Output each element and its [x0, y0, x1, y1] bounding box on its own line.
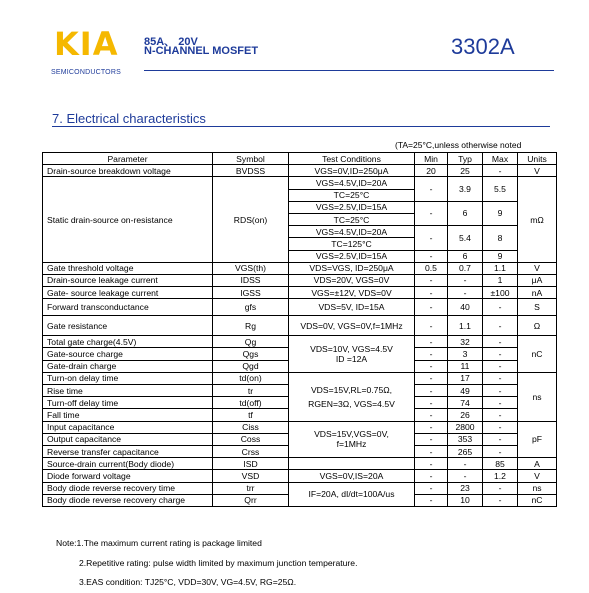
symbol-cell: Rg	[213, 316, 289, 336]
typ-cell: 3	[448, 348, 483, 360]
condition-cell: TC=25°C	[289, 189, 415, 201]
header-divider	[144, 70, 554, 71]
parameter-cell: Gate threshold voltage	[43, 262, 213, 274]
condition-cell: VGS=0V,ID=250μA	[289, 165, 415, 177]
table-row	[43, 274, 557, 286]
condition-cell: VGS=2.5V,ID=15A	[289, 201, 415, 213]
symbol-cell: gfs	[213, 299, 289, 316]
typ-cell: 1.1	[448, 316, 483, 336]
device-type: N-CHANNEL MOSFET	[144, 45, 259, 57]
units-cell: ns	[518, 482, 557, 494]
table-row	[43, 316, 557, 336]
condition-line: RGEN=3Ω, VGS=4.5V	[308, 398, 395, 409]
min-cell: -	[415, 201, 448, 225]
condition-cell	[289, 372, 415, 421]
parameter-cell: Body diode reverse recovery charge	[43, 494, 213, 506]
symbol-cell: RDS(on)	[213, 177, 289, 262]
min-cell: -	[415, 470, 448, 482]
typ-cell: -	[448, 287, 483, 299]
max-cell: -	[483, 433, 518, 445]
max-cell: -	[483, 372, 518, 384]
typ-cell: 40	[448, 299, 483, 316]
symbol-cell: Crss	[213, 445, 289, 457]
symbol-cell: IGSS	[213, 287, 289, 299]
min-cell: -	[415, 409, 448, 421]
max-cell: 9	[483, 250, 518, 262]
parameter-cell: Gate-drain charge	[43, 360, 213, 372]
units-cell: nC	[518, 336, 557, 373]
condition-cell: VGS=0V,IS=20A	[289, 470, 415, 482]
symbol-cell: Ciss	[213, 421, 289, 433]
part-number: 3302A	[451, 34, 515, 59]
parameter-cell: Turn-on delay time	[43, 372, 213, 384]
condition-cell: VGS=4.5V,ID=20A	[289, 177, 415, 189]
condition-cell: VDS=VGS, ID=250μA	[289, 262, 415, 274]
typ-cell: 26	[448, 409, 483, 421]
table-row	[43, 177, 557, 189]
condition-cell	[289, 458, 415, 470]
min-cell: 20	[415, 165, 448, 177]
parameter-cell: Fall time	[43, 409, 213, 421]
typ-cell: -	[448, 458, 483, 470]
condition-cell: VGS=4.5V,ID=20A	[289, 226, 415, 238]
parameter-cell: Input capacitance	[43, 421, 213, 433]
column-header: Parameter	[43, 153, 213, 165]
max-cell: -	[483, 165, 518, 177]
min-cell: 0.5	[415, 262, 448, 274]
min-cell: -	[415, 360, 448, 372]
symbol-cell: Qgs	[213, 348, 289, 360]
parameter-cell: Drain-source leakage current	[43, 274, 213, 286]
condition-line: VDS=10V, VGS=4.5V	[310, 344, 393, 355]
typ-cell: 17	[448, 372, 483, 384]
min-cell: -	[415, 348, 448, 360]
min-cell: -	[415, 385, 448, 397]
max-cell: -	[483, 409, 518, 421]
typ-cell: 3.9	[448, 177, 483, 201]
units-cell: nA	[518, 287, 557, 299]
symbol-cell: Coss	[213, 433, 289, 445]
column-header: Typ	[448, 153, 483, 165]
min-cell: -	[415, 482, 448, 494]
max-cell: 8	[483, 226, 518, 250]
table-header-row	[43, 153, 557, 165]
symbol-cell: td(on)	[213, 372, 289, 384]
min-cell: -	[415, 177, 448, 201]
symbol-cell: VSD	[213, 470, 289, 482]
condition-cell: VGS=2.5V,ID=15A	[289, 250, 415, 262]
min-cell: -	[415, 433, 448, 445]
table-row	[43, 165, 557, 177]
units-cell: mΩ	[518, 177, 557, 262]
max-cell: ±100	[483, 287, 518, 299]
typ-cell: 32	[448, 336, 483, 348]
typ-cell: 353	[448, 433, 483, 445]
typ-cell: 6	[448, 201, 483, 225]
units-cell: V	[518, 470, 557, 482]
max-cell: -	[483, 348, 518, 360]
max-cell: -	[483, 299, 518, 316]
max-cell: 1.1	[483, 262, 518, 274]
units-cell: μA	[518, 274, 557, 286]
table-row	[43, 287, 557, 299]
column-header: Test Conditions	[289, 153, 415, 165]
table-row	[43, 421, 557, 433]
condition-cell: VDS=5V, ID=15A	[289, 299, 415, 316]
table-row	[43, 262, 557, 274]
min-cell: -	[415, 458, 448, 470]
section-title: 7. Electrical characteristics	[52, 111, 206, 126]
min-cell: -	[415, 372, 448, 384]
min-cell: -	[415, 299, 448, 316]
min-cell: -	[415, 316, 448, 336]
parameter-cell: Output capacitance	[43, 433, 213, 445]
symbol-cell: trr	[213, 482, 289, 494]
company-logo: KIA	[54, 25, 119, 63]
symbol-cell: Qrr	[213, 494, 289, 506]
max-cell: 9	[483, 201, 518, 225]
device-rating: 85A、 20V	[144, 36, 198, 48]
condition-cell	[289, 336, 415, 373]
condition-line: VDS=15V,VGS=0V,	[314, 429, 389, 440]
parameter-cell: Diode forward voltage	[43, 470, 213, 482]
min-cell: -	[415, 274, 448, 286]
column-header: Units	[518, 153, 557, 165]
typ-cell: -	[448, 274, 483, 286]
table-row	[43, 336, 557, 348]
typ-cell: 6	[448, 250, 483, 262]
typ-cell: 5.4	[448, 226, 483, 250]
max-cell: 1	[483, 274, 518, 286]
parameter-cell: Source-drain current(Body diode)	[43, 458, 213, 470]
parameter-cell: Turn-off delay time	[43, 397, 213, 409]
test-conditions-note: (TA=25°C,unless otherwise noted	[395, 140, 522, 150]
condition-line: VDS=15V,RL=0.75Ω,	[310, 384, 393, 395]
parameter-cell: Body diode reverse recovery time	[43, 482, 213, 494]
parameter-cell: Reverse transfer capacitance	[43, 445, 213, 457]
typ-cell: 2800	[448, 421, 483, 433]
units-cell: V	[518, 165, 557, 177]
max-cell: 1.2	[483, 470, 518, 482]
section-underline	[52, 126, 550, 127]
units-cell: A	[518, 458, 557, 470]
min-cell: -	[415, 250, 448, 262]
footnote: 2.Repetitive rating: pulse width limited by maximum junction temperature.	[79, 557, 358, 568]
footnote: Note:1.The maximum current rating is package limited	[56, 538, 262, 548]
parameter-cell: Total gate charge(4.5V)	[43, 336, 213, 348]
condition-cell: IF=20A, dI/dt=100A/us	[289, 482, 415, 506]
min-cell: -	[415, 421, 448, 433]
max-cell: 85	[483, 458, 518, 470]
units-cell: pF	[518, 421, 557, 458]
symbol-cell: Qg	[213, 336, 289, 348]
typ-cell: 0.7	[448, 262, 483, 274]
max-cell: -	[483, 316, 518, 336]
symbol-cell: Qgd	[213, 360, 289, 372]
min-cell: -	[415, 226, 448, 250]
condition-line: ID =12A	[335, 354, 368, 365]
units-cell: ns	[518, 372, 557, 421]
max-cell: -	[483, 421, 518, 433]
symbol-cell: BVDSS	[213, 165, 289, 177]
parameter-cell: Gate resistance	[43, 316, 213, 336]
symbol-cell: ISD	[213, 458, 289, 470]
symbol-cell: IDSS	[213, 274, 289, 286]
table-row	[43, 458, 557, 470]
parameter-cell: Rise time	[43, 385, 213, 397]
max-cell: -	[483, 397, 518, 409]
condition-cell: TC=125°C	[289, 238, 415, 250]
typ-cell: 49	[448, 385, 483, 397]
page-header	[0, 0, 589, 90]
parameter-cell: Gate-source charge	[43, 348, 213, 360]
footnotes	[56, 534, 357, 593]
min-cell: -	[415, 336, 448, 348]
column-header: Max	[483, 153, 518, 165]
typ-cell: 11	[448, 360, 483, 372]
typ-cell: -	[448, 470, 483, 482]
parameter-cell: Forward transconductance	[43, 299, 213, 316]
condition-cell	[289, 421, 415, 458]
table-row	[43, 470, 557, 482]
condition-cell: TC=25°C	[289, 213, 415, 225]
max-cell: -	[483, 385, 518, 397]
symbol-cell: VGS(th)	[213, 262, 289, 274]
typ-cell: 25	[448, 165, 483, 177]
units-cell: nC	[518, 494, 557, 506]
min-cell: -	[415, 445, 448, 457]
parameter-cell: Gate- source leakage current	[43, 287, 213, 299]
typ-cell: 23	[448, 482, 483, 494]
max-cell: 5.5	[483, 177, 518, 201]
table-row	[43, 299, 557, 316]
max-cell: -	[483, 336, 518, 348]
min-cell: -	[415, 287, 448, 299]
max-cell: -	[483, 360, 518, 372]
column-header: Min	[415, 153, 448, 165]
parameter-cell: Drain-source breakdown voltage	[43, 165, 213, 177]
symbol-cell: tf	[213, 409, 289, 421]
condition-cell: VDS=20V, VGS=0V	[289, 274, 415, 286]
max-cell: -	[483, 445, 518, 457]
typ-cell: 265	[448, 445, 483, 457]
symbol-cell: tr	[213, 385, 289, 397]
electrical-characteristics-table	[42, 152, 557, 507]
max-cell: -	[483, 494, 518, 506]
units-cell: S	[518, 299, 557, 316]
parameter-cell: Static drain-source on-resistance	[43, 177, 213, 262]
max-cell: -	[483, 482, 518, 494]
units-cell: V	[518, 262, 557, 274]
footnote: 3.EAS condition: TJ25°C, VDD=30V, VG=4.5V, RG=25Ω.	[79, 577, 297, 587]
column-header: Symbol	[213, 153, 289, 165]
min-cell: -	[415, 494, 448, 506]
typ-cell: 74	[448, 397, 483, 409]
logo-subtitle: SEMICONDUCTORS	[51, 69, 121, 76]
units-cell: Ω	[518, 316, 557, 336]
typ-cell: 10	[448, 494, 483, 506]
condition-line: f=1MHz	[336, 439, 367, 450]
condition-cell: VDS=0V, VGS=0V,f=1MHz	[289, 316, 415, 336]
symbol-cell: td(off)	[213, 397, 289, 409]
table-row	[43, 372, 557, 384]
min-cell: -	[415, 397, 448, 409]
condition-cell: VGS=±12V, VDS=0V	[289, 287, 415, 299]
table-row	[43, 482, 557, 494]
